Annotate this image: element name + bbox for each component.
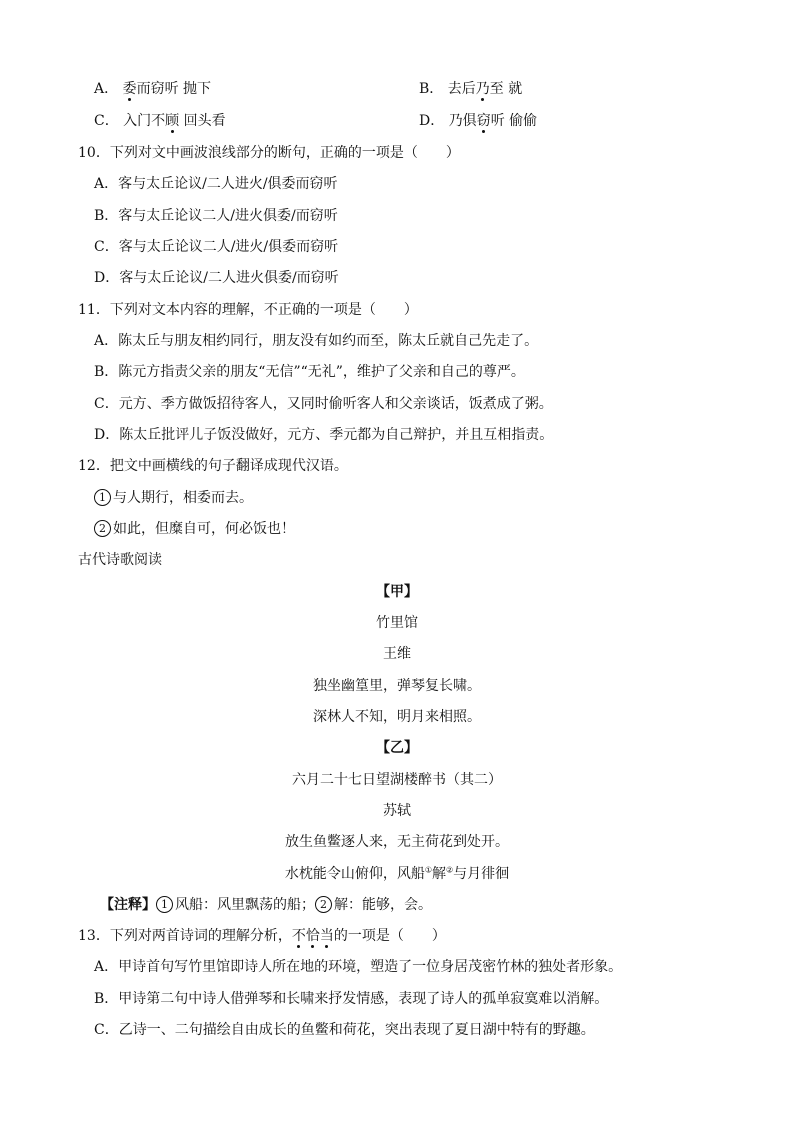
annotation <box>100 895 432 915</box>
option-text: 去后 <box>447 81 476 97</box>
q9-option-b <box>419 79 522 99</box>
option-text: 乃俱 <box>448 113 477 129</box>
footnote-ref: ① <box>424 865 432 875</box>
dotted-char: 窃 <box>476 113 491 129</box>
q11-option-a: A．陈太丘与朋友相约同行，朋友没有如约而至，陈太丘就自己先走了。 <box>94 333 539 349</box>
q12-item-2 <box>94 519 295 539</box>
annotation-text: 风船：风里飘荡的船； <box>175 897 315 913</box>
q13-option-b: B．甲诗第二句中诗人借弹琴和长啸来抒发情感，表现了诗人的孤单寂寞难以消解。 <box>94 991 609 1007</box>
option-letter: A． <box>94 81 119 97</box>
dotted-char: 不 <box>291 928 306 944</box>
poem-yi-tag: 【乙】 <box>376 740 418 756</box>
item-text: 如此，但糜自可，何必饭也！ <box>113 521 295 537</box>
q11-option-c: C．元方、季方做饭招待客人，又同时偷听客人和父亲谈话，饭煮成了粥。 <box>94 396 553 412</box>
poem-jia-line-1: 独坐幽篁里，弹琴复长啸。 <box>313 678 481 694</box>
q10-option-b: B．客与太丘论议二人/进火俱委/而窃听 <box>94 208 338 224</box>
dotted-char: 委 <box>122 81 137 97</box>
q10-stem: 10．下列对文中画波浪线部分的断句，正确的一项是（ ） <box>78 145 460 161</box>
q12-item-1 <box>94 488 253 508</box>
option-letter: C． <box>94 113 119 129</box>
option-text: 至 就 <box>489 81 523 97</box>
line-text: 与月徘徊 <box>453 866 510 882</box>
poem-yi-title: 六月二十七日望湖楼醉书（其二） <box>292 772 502 788</box>
circled-number: 2 <box>315 896 332 913</box>
annotation-text: 解：能够，会。 <box>334 897 432 913</box>
option-text: 入门不 <box>123 113 166 129</box>
item-text: 与人期行，相委而去。 <box>113 490 253 506</box>
poem-jia-title: 竹里馆 <box>376 615 418 631</box>
option-text: 回头看 <box>179 113 226 129</box>
footnote-ref: ② <box>446 865 454 875</box>
dotted-char: 恰 <box>305 928 320 944</box>
q9-option-d <box>419 111 537 131</box>
q11-option-b: B．陈元方指责父亲的朋友“无信”“无礼”，维护了父亲和自己的尊严。 <box>94 364 525 380</box>
q10-option-c: C．客与太丘论议二人/进火/俱委而窃听 <box>94 239 339 255</box>
q9-option-c <box>94 111 226 131</box>
circled-number: 1 <box>156 896 173 913</box>
option-text: 听 偷偷 <box>490 113 538 129</box>
poem-jia-author: 王维 <box>383 646 411 662</box>
poem-yi-line-1: 放生鱼鳖逐人来，无主荷花到处开。 <box>285 834 509 850</box>
circled-number: 1 <box>94 489 111 506</box>
option-letter: B． <box>419 81 444 97</box>
stem-text: 13．下列对两首诗词的理解分析， <box>78 928 292 944</box>
stem-text: 的一项是（ ） <box>333 928 446 944</box>
q13-option-a: A．甲诗首句写竹里馆即诗人所在地的环境，塑造了一位身居茂密竹林的独处者形象。 <box>94 959 623 975</box>
line-text: 水枕能令山俯仰，风船 <box>284 866 425 882</box>
q11-option-d: D．陈太丘批评儿子饭没做好，元方、季元都为自己辩护，并且互相指责。 <box>94 427 554 443</box>
poem-yi-author: 苏轼 <box>383 803 411 819</box>
annotation-label: 【注释】 <box>100 897 156 913</box>
q10-option-a: A．客与太丘论议/二人进火/俱委而窃听 <box>94 176 338 192</box>
q12-stem: 12．把文中画横线的句子翻译成现代汉语。 <box>78 458 348 474</box>
q10-option-d: D．客与太丘论议/二人进火俱委/而窃听 <box>94 270 339 286</box>
q11-stem: 11．下列对文本内容的理解，不正确的一项是（ ） <box>78 302 418 318</box>
q13-stem <box>78 926 446 946</box>
poem-jia-line-2: 深林人不知，明月来相照。 <box>313 709 481 725</box>
dotted-char: 当 <box>319 928 334 944</box>
option-text: 而窃听 抛下 <box>136 81 212 97</box>
poem-yi-line-2 <box>0 864 794 884</box>
dotted-char: 乃 <box>475 81 490 97</box>
option-letter: D． <box>419 113 445 129</box>
poem-jia-tag: 【甲】 <box>376 584 418 600</box>
circled-number: 2 <box>94 520 111 537</box>
q13-option-c: C．乙诗一、二句描绘自由成长的鱼鳖和荷花，突出表现了夏日湖中特有的野趣。 <box>94 1022 595 1038</box>
line-text: 解 <box>432 866 446 882</box>
q9-option-a <box>94 79 211 99</box>
dotted-char: 顾 <box>165 113 180 129</box>
section-title: 古代诗歌阅读 <box>78 552 162 568</box>
